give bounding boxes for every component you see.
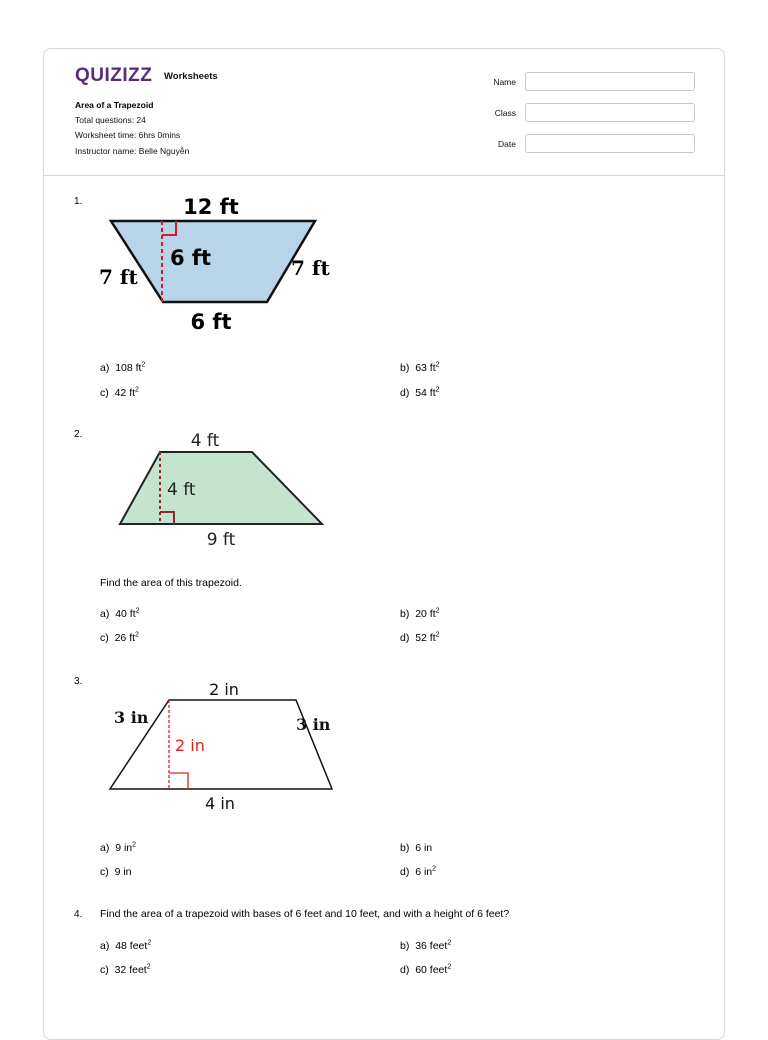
option-c[interactable]: c) 32 feet$^2$ [100, 963, 151, 976]
question-number: 2. [74, 429, 83, 440]
option-c[interactable]: c) 42 $ft^2$ [100, 386, 139, 399]
bottom-base-label: 9 ft [206, 530, 236, 550]
total-questions: Total questions: 24 [75, 115, 146, 125]
option-b[interactable]: b) 36 feet$^2$ [400, 939, 452, 952]
option-d[interactable]: d) 6 $in^2$ [400, 865, 437, 878]
right-side-label: 3 in [296, 715, 331, 734]
top-base-label: 12 ft [183, 195, 239, 219]
bottom-base-label: 6 ft [190, 310, 232, 334]
option-d[interactable]: d) 60 feet$^2$ [400, 963, 452, 976]
question-prompt: Find the area of this trapezoid. [100, 577, 242, 589]
instructor-name: Instructor name: Belle Nguyễn [75, 146, 190, 156]
option-b[interactable]: b) 6 in [400, 842, 433, 854]
option-a[interactable]: a) 9 $in^2$ [100, 841, 137, 854]
trapezoid-figure-1 [95, 188, 345, 338]
option-b[interactable]: b) 20 $ft^2$ [400, 607, 440, 620]
logo-subtitle: Worksheets [164, 71, 218, 82]
option-a[interactable]: a) 48 feet$^2$ [100, 939, 152, 952]
right-side-label: 7 ft [291, 256, 330, 280]
date-field[interactable] [525, 134, 695, 153]
option-c[interactable]: c) 9 in [100, 866, 132, 878]
top-base-label: 4 ft [190, 431, 220, 451]
height-label: 2 in [175, 736, 205, 755]
option-d[interactable]: d) 54 $ft^2$ [400, 386, 440, 399]
question-number: 4. [74, 909, 83, 920]
left-side-label: 3 in [114, 708, 149, 727]
option-b[interactable]: b) 63 $ft^2$ [400, 361, 440, 374]
height-label: 6 ft [170, 246, 212, 270]
question-prompt: Find the area of a trapezoid with bases of 6 feet and 10 feet, and with a height of 6 feet? [100, 908, 510, 920]
question-number: 3. [74, 676, 83, 687]
option-d[interactable]: d) 52 $ft^2$ [400, 631, 440, 644]
height-label: 4 ft [167, 480, 196, 500]
question-number: 1. [74, 196, 83, 207]
bottom-base-label: 4 in [205, 794, 235, 813]
trapezoid-shape [111, 221, 315, 302]
trapezoid-shape [120, 452, 322, 524]
worksheet-title: Area of a Trapezoid [75, 100, 154, 110]
name-label: Name [493, 77, 516, 87]
left-side-label: 7 ft [99, 265, 138, 289]
top-base-label: 2 in [209, 680, 239, 699]
date-label: Date [498, 139, 516, 149]
class-label: Class [494, 108, 516, 118]
trapezoid-figure-3 [102, 674, 342, 819]
quizizz-logo: QUIZIZZ [75, 65, 153, 86]
name-field[interactable] [525, 72, 695, 91]
option-c[interactable]: c) 26 $ft^2$ [100, 631, 139, 644]
worksheet-header [44, 49, 724, 176]
option-a[interactable]: a) 108 $ft^2$ [100, 361, 146, 374]
worksheet-time: Worksheet time: 6hrs 0mins [75, 130, 181, 140]
trapezoid-figure-2 [112, 425, 332, 550]
option-a[interactable]: a) 40 $ft^2$ [100, 607, 140, 620]
class-field[interactable] [525, 103, 695, 122]
